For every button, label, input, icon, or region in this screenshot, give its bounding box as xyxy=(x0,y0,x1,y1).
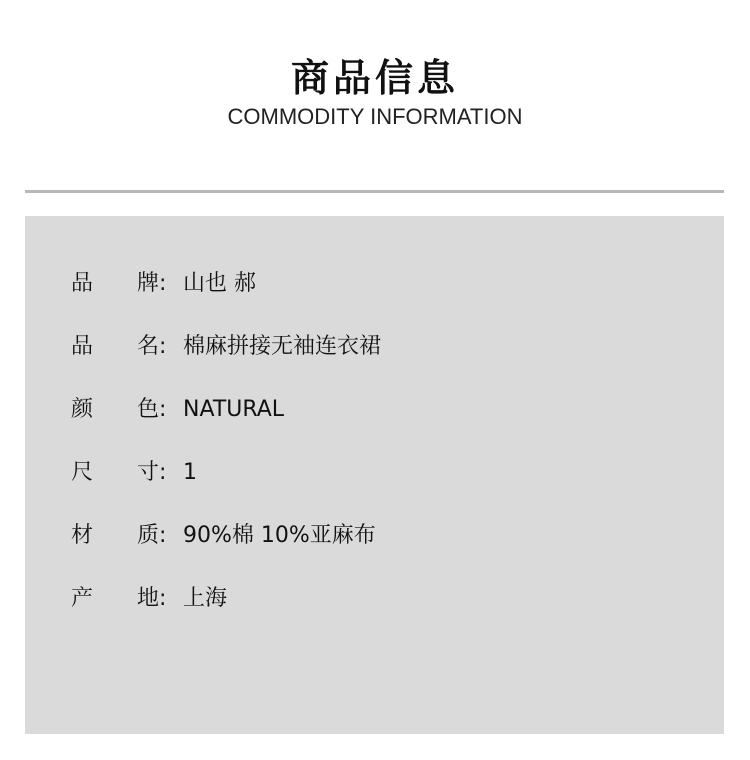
info-value-brand: 山也 郝 xyxy=(183,270,257,296)
info-value-material: 90%棉 10%亚麻布 xyxy=(183,522,376,548)
info-list xyxy=(71,252,381,630)
info-row-origin xyxy=(71,567,381,630)
section-header xyxy=(0,56,750,130)
divider-line xyxy=(25,190,724,193)
info-value-origin: 上海 xyxy=(183,585,228,611)
info-label-char1: 颜 xyxy=(71,396,94,422)
info-label-char2: 牌 xyxy=(137,270,160,296)
info-label-char2: 质 xyxy=(137,522,160,548)
info-label-char2: 寸 xyxy=(137,459,160,485)
info-label-char2: 色 xyxy=(137,396,160,422)
info-label-char1: 产 xyxy=(71,585,94,611)
info-label-char2: 地 xyxy=(137,585,160,611)
page-title: 商品信息 xyxy=(290,56,459,100)
info-label-char1: 品 xyxy=(71,270,94,296)
info-colon: : xyxy=(159,585,167,611)
info-value-name: 棉麻拼接无袖连衣裙 xyxy=(183,333,382,359)
info-panel xyxy=(25,216,724,734)
info-colon: : xyxy=(159,333,167,359)
info-row-brand xyxy=(71,252,381,315)
info-row-size xyxy=(71,441,381,504)
info-value-size: 1 xyxy=(183,459,198,485)
info-label-char1: 尺 xyxy=(71,459,94,485)
info-colon: : xyxy=(159,459,167,485)
info-colon: : xyxy=(159,396,167,422)
info-label-char2: 名 xyxy=(137,333,160,359)
info-value-color: NATURAL xyxy=(183,396,285,422)
info-label-char1: 品 xyxy=(71,333,94,359)
info-row-name xyxy=(71,315,381,378)
info-colon: : xyxy=(159,270,167,296)
page-subtitle: COMMODITY INFORMATION xyxy=(227,104,523,129)
info-colon: : xyxy=(159,522,167,548)
info-row-material xyxy=(71,504,381,567)
info-label-char1: 材 xyxy=(71,522,94,548)
info-row-color xyxy=(71,378,381,441)
